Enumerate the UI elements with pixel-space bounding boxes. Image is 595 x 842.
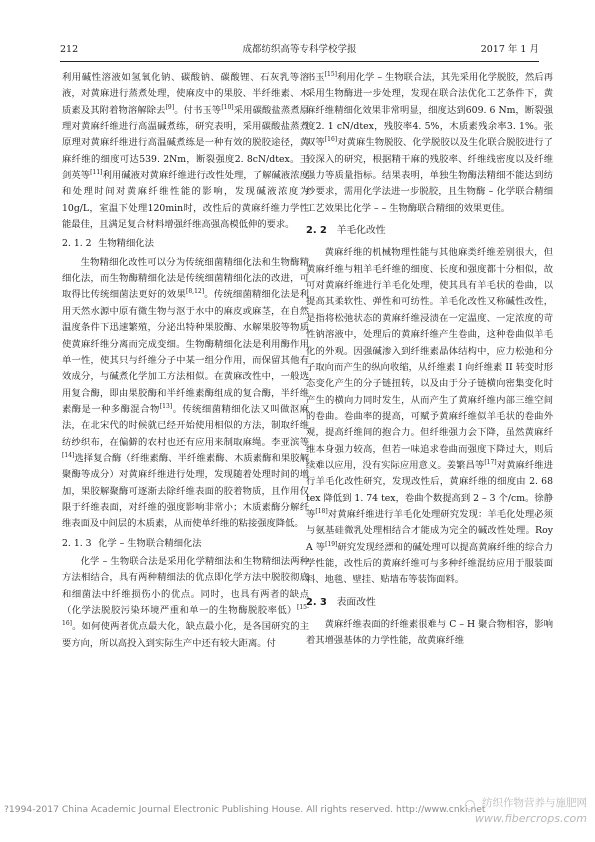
- text-run: 对黄麻纤维进行羊毛化改性研究，发现改性后，黄麻纤维的细度由 2. 68 tex 降低到 1. 74 tex，卷曲个数提高到 2 – 3 个/cm。徐静等: [306, 459, 553, 520]
- watermark: [465, 796, 587, 832]
- section-title: 羊毛化改性: [336, 225, 386, 237]
- text-run: 选择复合酶（纤维素酶、半纤维素酶、木质素酶和果胶解聚酶等成分）对黄麻纤维进行处理，发现随着处理时间的增加，果胶解聚酶可逐渐去除纤维表面的胶着物质，且作用仅限于纤维表面，对纤维的强度影响非常小；木质素酶分解纤维表面及中间层的木质素，从而使单纤维的粘接强度降低。: [62, 452, 309, 530]
- text-run: 利用碱性溶液如氢氧化钠、碳酸钠、碳酸锂、石灰乳等溶液，对黄麻进行蒸煮处理，使麻皮中的果胶、半纤维素、木质素及其附着物溶解除去: [62, 72, 309, 116]
- text-run: 采用碳酸盐蒸煮原理对黄麻纤维进行高温碱煮练，研究表明，采用碳酸盐蒸煮原理对黄麻纤维进行高温碱煮练是一种有效的脱胶途径，黄麻纤维的细度可达539. 2Nm，断裂强度2. 8cN/dtex。王剑英等: [62, 104, 309, 182]
- citation: [17]: [484, 458, 497, 466]
- citation: [14]: [62, 451, 75, 459]
- header-rule: [60, 61, 539, 62]
- citation: [16]: [324, 136, 338, 144]
- section-number: 2. 2: [306, 225, 327, 237]
- text-run: 黄麻纤维表面的纤维素很难与 C – H 聚合物相容，影响着其增强基体的力学性能，故黄麻纤维: [306, 619, 553, 647]
- section-number: 2. 1. 2: [62, 238, 92, 250]
- copyright-text: ?1994-2017 China Academic Journal Electronic Publishing House. All rights reserved. http://www.cnki.net: [4, 804, 486, 815]
- paragraph-chem-bio: [62, 554, 309, 652]
- paragraph-continued: [306, 70, 553, 217]
- text-run: 。传统细菌精细化法是利用天然水源中原有微生物与沤于水中的麻皮或麻茎，在自然温度条件下迅速繁殖，分泌出特种果胶酶、水解果胶等物质使黄麻纤维分离而完成变细。生物酶精细化法是利用酶作用单一性，使其只与纤维分子中某一组分作用，而保留其他有效成分，与碱煮化学加工方法相似。在黄麻改性中，一般选用复合酶，即由果胶酶和半纤维素酶组成的复合酶，半纤维素酶是一种多酶混合物: [62, 289, 309, 415]
- text-run: 利用碱液对黄麻纤维进行改性处理，了解碱液浓度和处理时间对黄麻纤维性能的影响，发现碱液浓度为10g/L，室温下处理120min时，改性后的黄麻纤维力学性能最佳，且满足复合材料增强纤维高强高模低伸的要求。: [62, 170, 309, 231]
- text-run: 对黄麻纤维进行羊毛化处理研究发现：羊毛化处理必须与氨基硅微乳处理相结合才能成为完全的碱改性处理。Roy A 等: [306, 508, 553, 553]
- right-column: [306, 70, 553, 650]
- page-number: 212: [60, 44, 79, 55]
- section-title: 化学 – 生物联合精细化法: [98, 537, 202, 549]
- section-heading-2-3: [306, 595, 553, 611]
- paragraph-alkali: [62, 70, 309, 233]
- paragraph-wool: [306, 245, 553, 588]
- section-number: 2. 3: [306, 596, 327, 608]
- text-run: 。付书玉等: [174, 104, 222, 116]
- citation: [15]: [324, 70, 337, 78]
- watermark-url: www.fibercrops.com: [474, 812, 587, 825]
- section-title: 表面改性: [336, 596, 376, 608]
- citation: [19]: [325, 540, 338, 548]
- text-run: 利用化学 – 生物联合法，其先采用化学脱胶，然后再采用生物酶进一步处理，发现在联合法优化工艺条件下，黄麻纤维精细化效果非常明显，细度达到609. 6 Nm，断裂强度2. 1 cN/dtex，残胶率4. 5%，木质素残余率3. 1%。张双等: [306, 72, 553, 149]
- section-heading-2-1-2: [62, 236, 309, 252]
- citation: [11]: [90, 168, 103, 176]
- running-header: [60, 42, 539, 58]
- citation: [18]: [315, 507, 328, 515]
- section-heading-2-2: [306, 223, 553, 239]
- text-run: 生物精细化改性可以分为传统细菌精细化法和生物酶精细化法，而生物酶精细化法是传统细菌精细化法的改进，可取得比传统细菌法更好的效果: [62, 256, 309, 301]
- citation: [13]: [159, 402, 173, 410]
- text-run: 。传统细菌精细化法又叫做沤麻法，在北宋代的时候就已经开始使用相似的方法，制取纤维纺纱织布，在偏僻的农村也还有应用来制取麻绳。李亚滨等: [62, 403, 309, 448]
- text-run: 对黄麻生物脱胶、化学脱胶以及生化联合脱胶进行了较深入的研究，根据精干麻的残胶率、纤维线密度以及纤维强力等质量指标。结果表明，单独生物酶法精细不能达到纺纱要求，需用化学法进一步脱胶，且生物酶 – 化学联合精细工艺效果比化学 – – 生物酶联合精细的效果更佳。: [306, 137, 553, 214]
- journal-title: 成都纺织高等专科学校学报: [242, 44, 357, 55]
- issue-date: 2017 年 1 月: [480, 44, 539, 55]
- paragraph-bio: [62, 255, 309, 533]
- text-run: 。如何使两者优点最大化，缺点最小化，是各国研究的主要方向，所以高投入到实际生产中还有较大距离。付: [62, 621, 309, 649]
- left-column: [62, 70, 309, 652]
- section-heading-2-1-3: [62, 536, 309, 552]
- citation: [15-16]: [62, 603, 309, 628]
- citation: [9]: [165, 103, 175, 111]
- text-run: 研究发现经漂和的碱处理可以提高黄麻纤维的综合力学性能，改性后的黄麻纤维可与多种纤维混纺应用于服装面料、地毯、壁挂、贴墙布等装饰面料。: [306, 541, 553, 586]
- citation: [8,12]: [186, 288, 205, 296]
- text-run: 书玉: [306, 72, 325, 83]
- text-run: 化学 – 生物联合法是采用化学精细法和生物精细法两种方法相结合，具有两种精细法的优点即化学方法中脱胶彻底和细菌法中纤维损伤小的优点。同时，也具有两者的缺点（化学法脱胶污染环境严重和单一的生物酶脱胶率低）: [62, 555, 309, 616]
- paragraph-surface: [306, 617, 553, 650]
- section-number: 2. 1. 3: [62, 537, 92, 549]
- watermark-logo-icon: [465, 800, 475, 810]
- watermark-cn-text: 纺织作物营养与施肥网: [482, 797, 587, 809]
- citation: [10]: [221, 103, 234, 111]
- section-title: 生物精细化法: [98, 238, 154, 250]
- text-run: 黄麻纤维的机械物理性能与其他麻类纤维差别很大，但黄麻纤维与粗羊毛纤维的细度、长度和强度都十分相似，故可对黄麻纤维进行羊毛化处理，使其具有羊毛状的卷曲，以提高其柔软性、弹性和可纺性。羊毛化改性又称碱性改性，是指将松弛状态的黄麻纤维浸渍在一定温度、一定浓度的苛性钠溶液中，处理后的黄麻纤维产生卷曲，这种卷曲似羊毛化的外观。因强碱渗入到纤维素晶体结构中，应力松弛和分子取向而产生的纵向收缩，从纤维素 I 向纤维素 II 转变时形态变化产生的分子链扭转，以及由于分子链横向密集变化时产生的横向力同时发生，从而产生了黄麻纤维内部三维空间的卷曲。卷曲率的提高，可赋予黄麻纤维似羊毛状的卷曲外观，提高纤维间的抱合力。但纤维强力会下降，虽然黄麻纤维本身强力较高，但若一味追求卷曲而强度下降过大，则后续难以应用，没有实际应用意义。姜繁昌等: [306, 247, 553, 471]
